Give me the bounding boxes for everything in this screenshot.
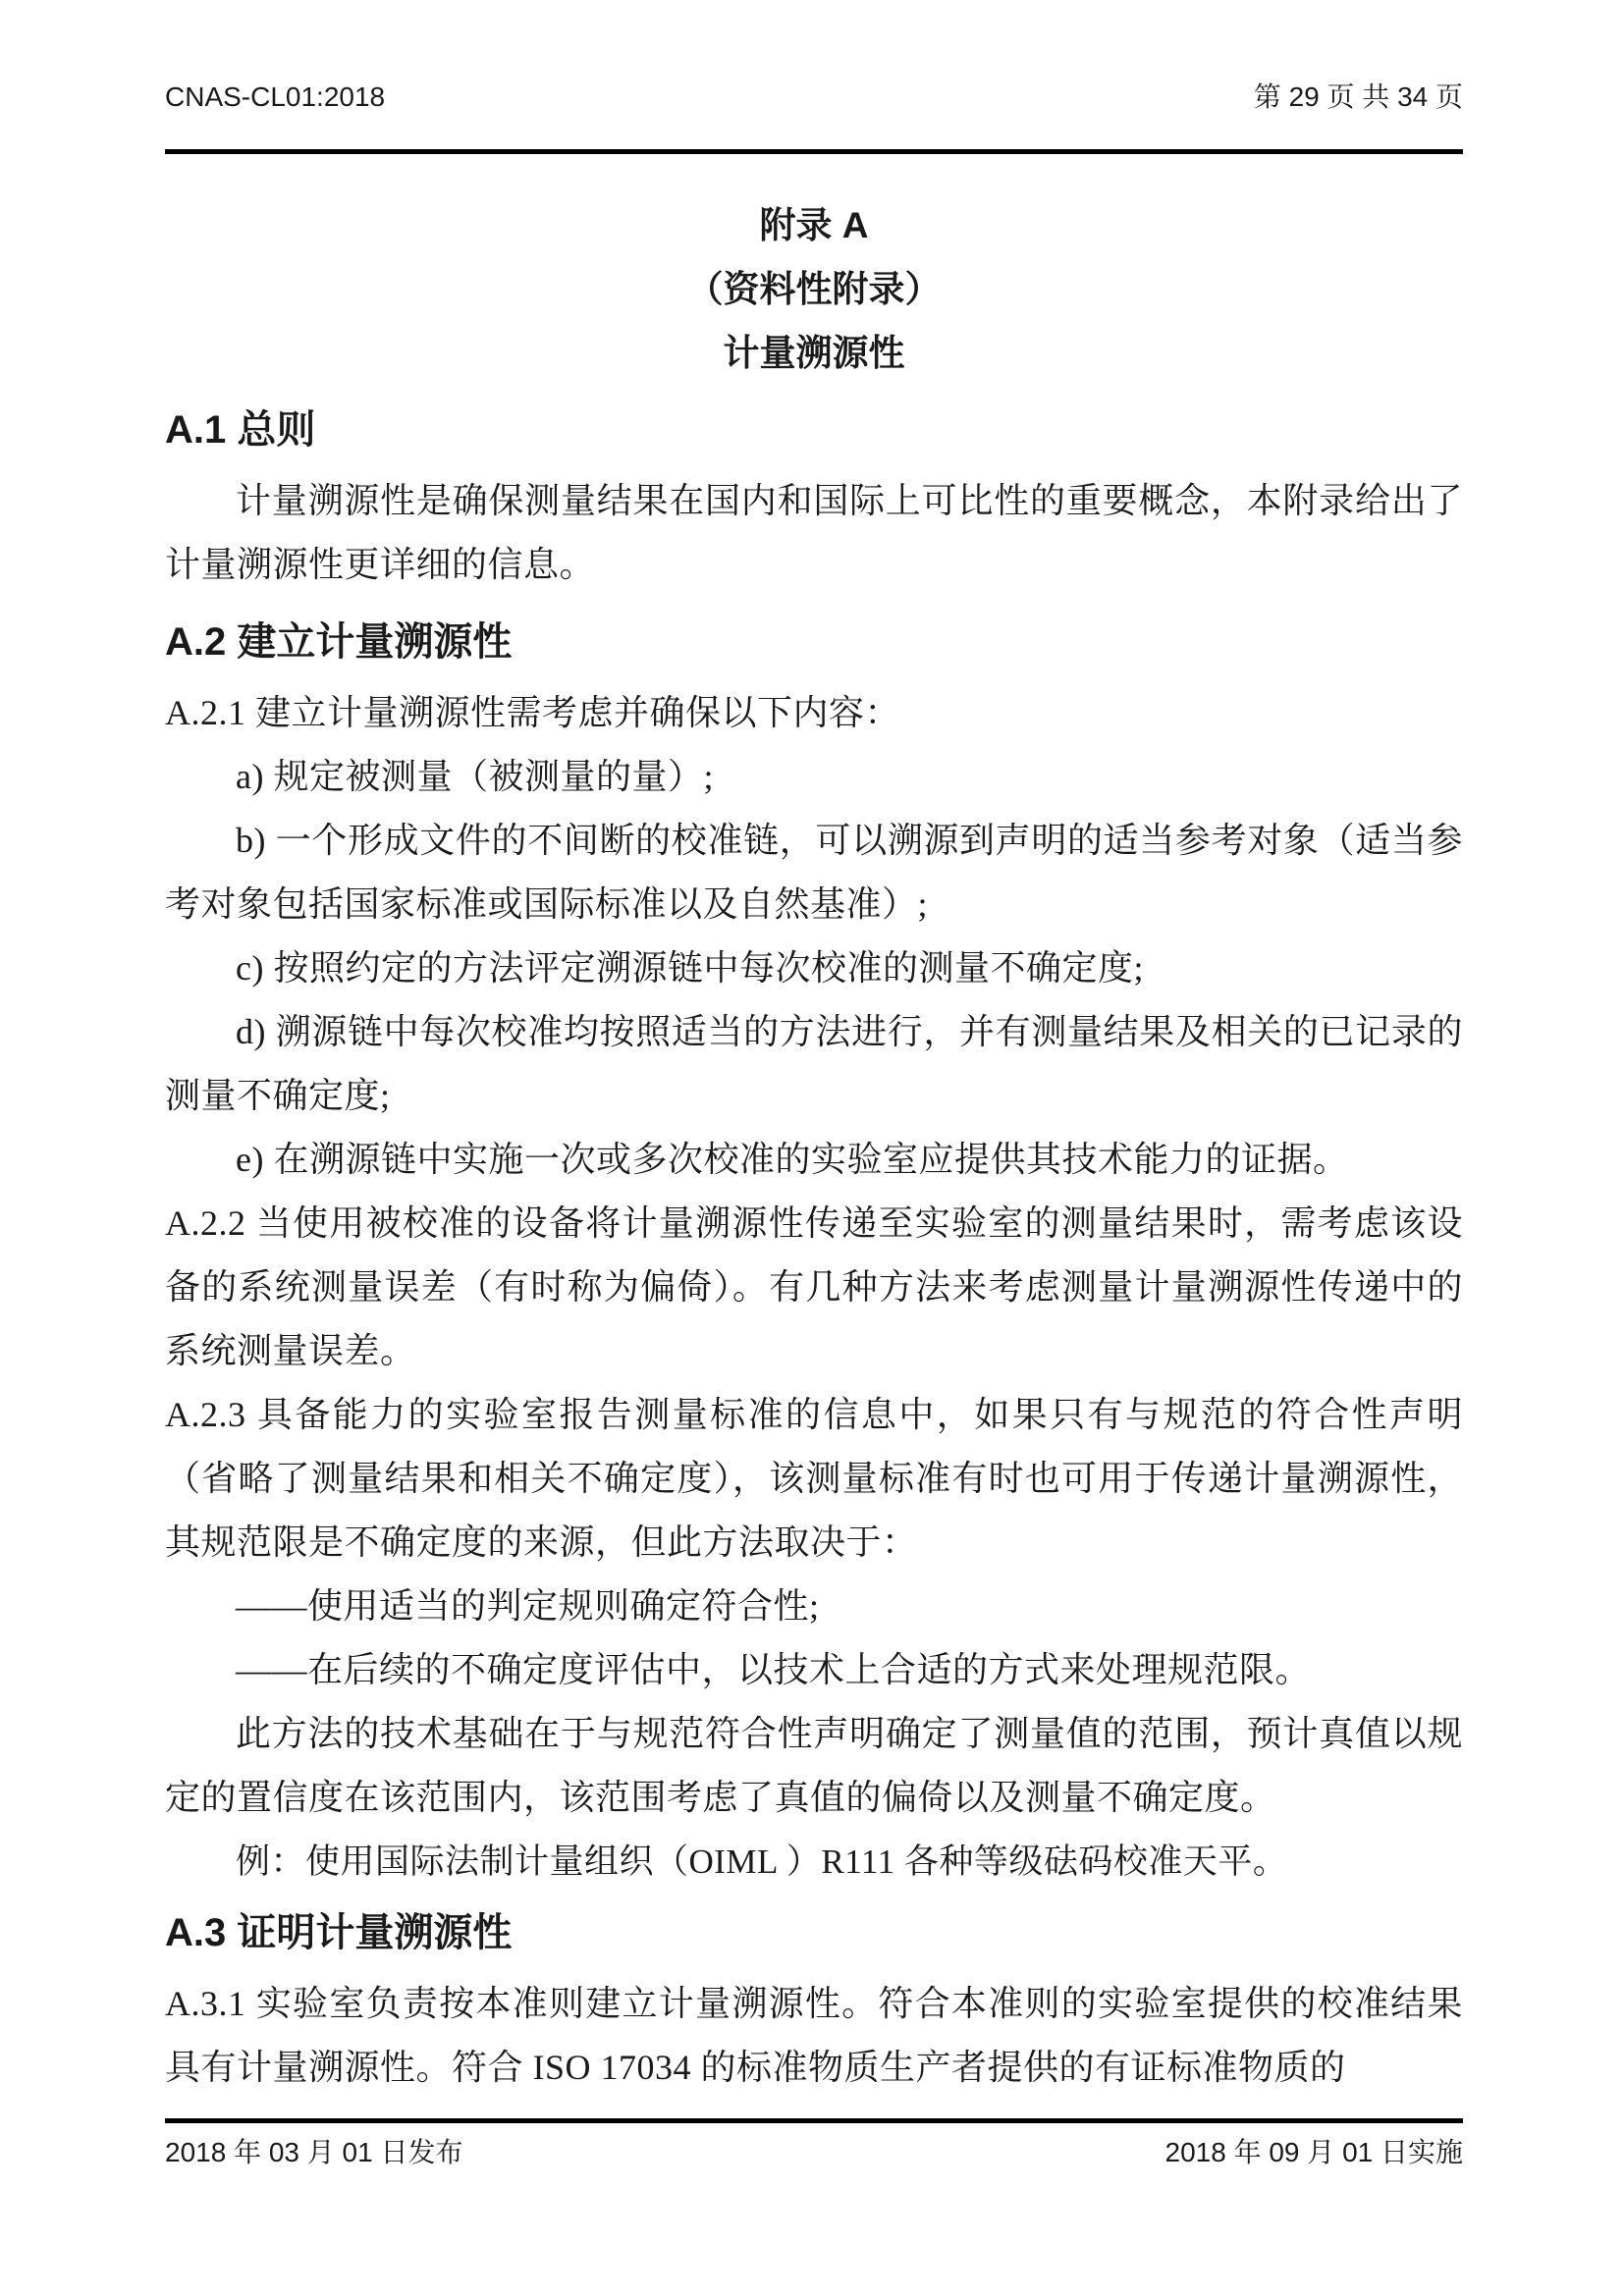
document-code: CNAS-CL01:2018 [165,81,386,112]
heading-a3: A.3 证明计量溯源性 [165,1911,513,1954]
heading-a1: A.1 总则 [165,408,316,452]
appendix-subject: 计量溯源性 [723,333,905,373]
footer-rule [165,2118,1463,2123]
dash-item-2: ——在后续的不确定度评估中，以技术上合适的方式来处理规范限。 [236,1650,1312,1689]
header-rule [165,149,1463,154]
paragraph-a1: 计量溯源性是确保测量结果在国内和国际上可比性的重要概念，本附录给出了计量溯源性更详细的信息。 [165,481,1463,584]
list-item-c: c) 按照约定的方法评定溯源链中每次校准的测量不确定度; [236,948,1144,988]
list-item-a: a) 规定被测量（被测量的量）; [236,757,714,796]
footer-row [165,2135,1463,2170]
issue-date: 2018 年 03 月 01 日发布 [165,2137,463,2167]
page-content [165,0,1463,2100]
appendix-title: 附录 A [759,205,869,245]
paragraph-a31: A.3.1 实验室负责按本准则建立计量溯源性。符合本准则的实验室提供的校准结果具有计量溯源性。符合 ISO 17034 的标准物质生产者提供的有证标准物质的 [165,1984,1463,2087]
paragraph-a23: A.2.3 具备能力的实验室报告测量标准的信息中，如果只有与规范的符合性声明（省略了测量结果和相关不确定度），该测量标准有时也可用于传递计量溯源性，其规范限是不确定度的来源，但此方法取决于： [165,1395,1463,1562]
paragraph-example: 例：使用国际法制计量组织（OIML ）R111 各种等级砝码校准天平。 [236,1842,1288,1881]
title-block [165,193,1463,385]
appendix-type: （资料性附录） [686,269,942,309]
list-item-d: d) 溯源链中每次校准均按照适当的方法进行，并有测量结果及相关的已记录的测量不确定度; [165,1012,1463,1115]
paragraph-a22: A.2.2 当使用被校准的设备将计量溯源性传递至实验室的测量结果时，需考虑该设备的系统测量误差（有时称为偏倚）。有几种方法来考虑测量计量溯源性传递中的系统测量误差。 [165,1203,1463,1370]
page-header [165,80,1463,114]
page-footer [165,2118,1463,2170]
implementation-date: 2018 年 09 月 01 日实施 [1164,2137,1463,2167]
list-item-b: b) 一个形成文件的不间断的校准链，可以溯源到声明的适当参考对象（适当参考对象包括国家标准或国际标准以及自然基准）; [165,821,1463,924]
paragraph-a21: A.2.1 建立计量溯源性需考虑并确保以下内容： [165,693,900,732]
list-item-e: e) 在溯源链中实施一次或多次校准的实验室应提供其技术能力的证据。 [236,1140,1349,1179]
page-number: 第 29 页 共 34 页 [1253,81,1463,112]
paragraph-method-basis: 此方法的技术基础在于与规范符合性声明确定了测量值的范围，预计真值以规定的置信度在该范围内，该范围考虑了真值的偏倚以及测量不确定度。 [165,1714,1463,1817]
dash-item-1: ——使用适当的判定规则确定符合性; [236,1586,820,1626]
heading-a2: A.2 建立计量溯源性 [165,620,513,664]
